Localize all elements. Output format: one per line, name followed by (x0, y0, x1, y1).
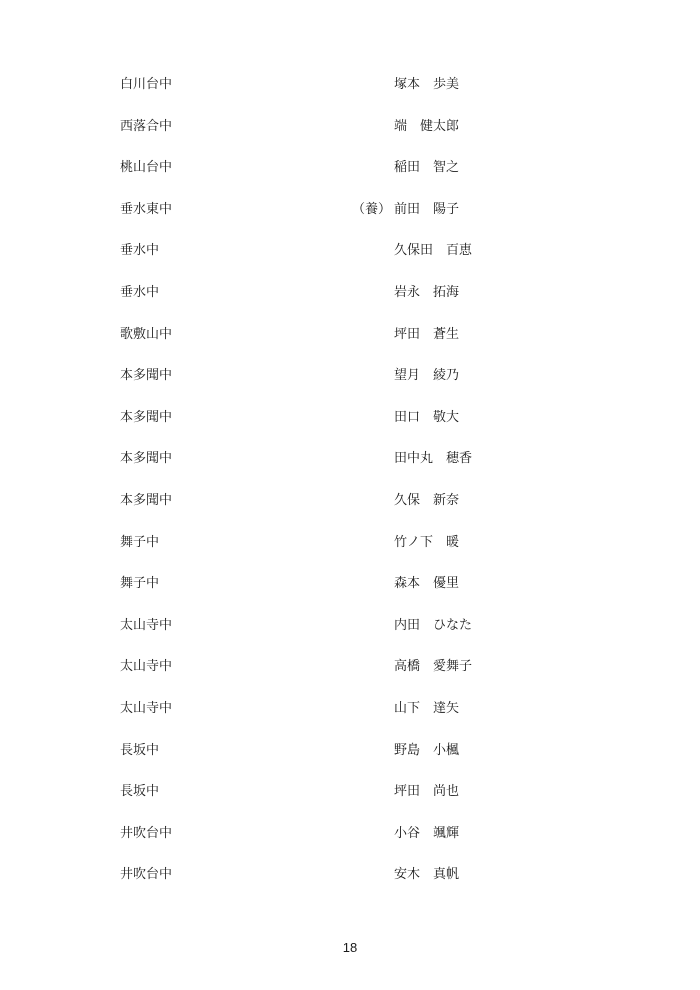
school-name: 歌敷山中 (120, 326, 173, 342)
person-name: 塚本 歩美 (394, 77, 460, 92)
school-name: 本多聞中 (120, 409, 173, 425)
person-name: 小谷 颯輝 (394, 825, 460, 841)
list-row (0, 438, 700, 480)
school-name: 本多聞中 (120, 368, 173, 384)
person-name: 前田 陽子 (394, 201, 460, 217)
person-name: 端 健太郎 (394, 118, 460, 134)
school-name: 垂水東中 (120, 201, 173, 217)
page-number: 18 (342, 940, 358, 955)
list-row (0, 730, 700, 772)
list-row (0, 563, 700, 605)
school-name: 垂水中 (120, 284, 160, 300)
list-row (0, 189, 700, 231)
school-name: 舞子中 (120, 534, 160, 550)
school-name: 西落合中 (120, 118, 173, 134)
person-name: 竹ノ下 暖 (394, 534, 460, 550)
list-row (0, 355, 700, 397)
person-name: 望月 綾乃 (394, 368, 460, 384)
school-name: 井吹台中 (120, 825, 173, 841)
role-note: （養） (352, 201, 392, 217)
person-name: 山下 達矢 (394, 700, 460, 716)
list-row (0, 397, 700, 439)
person-name: 野島 小楓 (394, 742, 460, 758)
school-name: 井吹台中 (120, 867, 173, 883)
school-name: 白川台中 (120, 77, 173, 92)
list-row (0, 646, 700, 688)
person-name: 内田 ひなた (394, 617, 473, 633)
staff-list (0, 64, 700, 896)
school-name: 本多聞中 (120, 451, 173, 467)
school-name: 太山寺中 (120, 700, 173, 716)
person-name: 久保田 百恵 (394, 243, 473, 259)
person-name: 森本 優里 (394, 576, 460, 592)
list-row (0, 64, 700, 106)
list-row (0, 230, 700, 272)
list-row (0, 854, 700, 896)
person-name: 久保 新奈 (394, 492, 460, 508)
school-name: 垂水中 (120, 243, 160, 259)
person-name: 岩永 拓海 (394, 284, 460, 300)
school-name: 太山寺中 (120, 659, 173, 675)
person-name: 安木 真帆 (394, 867, 460, 883)
school-name: 舞子中 (120, 576, 160, 592)
person-name: 高橋 愛舞子 (394, 659, 473, 675)
list-row (0, 813, 700, 855)
school-name: 太山寺中 (120, 617, 173, 633)
list-row (0, 605, 700, 647)
school-name: 本多聞中 (120, 492, 173, 508)
list-row (0, 688, 700, 730)
list-row (0, 272, 700, 314)
person-name: 坪田 蒼生 (394, 326, 460, 342)
list-row (0, 480, 700, 522)
school-name: 長坂中 (120, 742, 160, 758)
school-name: 桃山台中 (120, 160, 173, 176)
list-row (0, 106, 700, 148)
person-name: 田中丸 穂香 (394, 451, 473, 467)
list-row (0, 522, 700, 564)
list-row (0, 314, 700, 356)
person-name: 稲田 智之 (394, 160, 460, 176)
school-name: 長坂中 (120, 784, 160, 800)
person-name: 坪田 尚也 (394, 784, 460, 800)
list-row (0, 147, 700, 189)
list-row (0, 771, 700, 813)
person-name: 田口 敬大 (394, 409, 460, 425)
